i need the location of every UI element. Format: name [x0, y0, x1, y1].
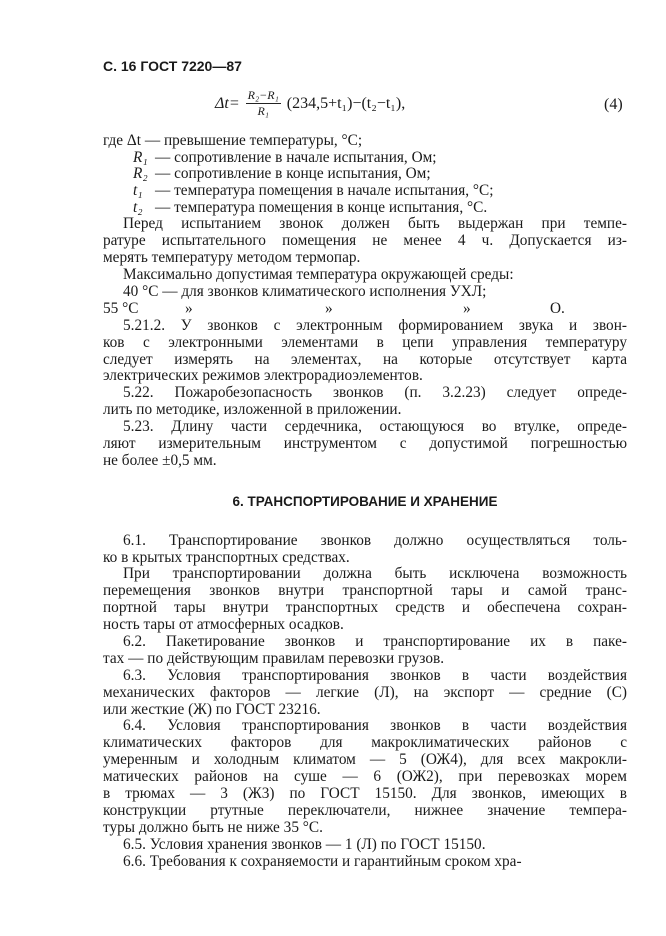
legend-item — [103, 183, 627, 200]
paragraph — [103, 718, 627, 836]
legend-item — [103, 166, 627, 183]
text-line: 6.1. Транспортирование звонков должно осуществляться толь- — [123, 531, 627, 549]
text-line: механических факторов — легкие (Л), на экспорт — средние (С) — [103, 683, 627, 701]
equation-number: (4) — [604, 96, 623, 113]
text-line: Перед испытанием звонок должен быть выдержан при темпе- — [123, 215, 627, 233]
text-line: электрических режимов электрорадиоэлементов. — [103, 367, 423, 385]
formula-rhs: (234,5+t₁)−(t₂−t₁), — [286, 94, 406, 112]
text-line: Максимально допустимая температура окружающей среды: — [123, 265, 514, 283]
text-line: или жесткие (Ж) по ГОСТ 23216. — [103, 700, 321, 718]
paragraphs-1 — [103, 216, 627, 300]
row55-climate: О. — [550, 299, 565, 317]
legend-list — [103, 150, 627, 216]
paragraph — [103, 566, 627, 634]
row55-ditto-1: » — [185, 299, 193, 317]
text-line: 40 °С — для звонков климатического исполнения УХЛ; — [123, 282, 487, 300]
paragraph — [103, 267, 627, 284]
paragraph — [103, 419, 627, 470]
legend-symbol: R₁ — [133, 148, 148, 166]
text-line: лить по методике, изложенной в приложении. — [103, 401, 402, 419]
row55-ditto-2: » — [325, 299, 333, 317]
formula-numerator: R₂−R₁ — [247, 88, 279, 102]
legend-item — [103, 200, 627, 217]
legend-text: — сопротивление в начале испытания, Ом; — [155, 148, 437, 166]
text-line: не более ±0,5 мм. — [103, 451, 217, 469]
section-heading: 6. ТРАНСПОРТИРОВАНИЕ И ХРАНЕНИЕ — [232, 493, 498, 509]
paragraph — [103, 385, 627, 419]
text-line: 5.21.2. У звонков с электронным формированием звука и звон- — [123, 316, 627, 334]
paragraph — [103, 668, 627, 719]
text-line: мерять температуру методом термопар. — [103, 249, 361, 267]
document-body — [103, 133, 627, 870]
paragraphs-2 — [103, 318, 627, 470]
paragraph — [103, 854, 627, 871]
legend-symbol: t₂ — [133, 198, 143, 216]
text-line: следует измерять на элементах, на которые отсутствует карта — [103, 350, 627, 368]
text-line: 6.6. Требования к сохраняемости и гарантийным сроком хра- — [123, 852, 522, 870]
text-line: При транспортировании должна быть исключена возможность — [123, 565, 627, 583]
text-line: ность тары от атмосферных осадков. — [103, 616, 344, 634]
formula-lhs: Δt= — [215, 94, 240, 112]
text-line: 6.4. Условия транспортирования звонков в части воздействия — [123, 717, 627, 735]
formula-denominator: R₁ — [257, 104, 269, 118]
legend-text: — температура помещения в конце испытания, °С. — [155, 198, 488, 216]
legend-text: — сопротивление в конце испытания, Ом; — [155, 165, 431, 183]
row55-ditto-3: » — [463, 299, 471, 317]
paragraph — [103, 284, 627, 301]
text-line: перемещения звонков внутри транспортной тары и самой транс- — [103, 582, 627, 600]
text-line: конструкции ртутные переключатели, нижнее значение темпера- — [103, 801, 627, 819]
text-line: туры должно быть не ниже 35 °С. — [103, 818, 323, 836]
row55-temp: 55 °С — [103, 299, 139, 317]
text-line: в трюмах — 3 (Ж3) по ГОСТ 15150. Для звонков, имеющих в — [103, 785, 627, 802]
legend-item — [103, 150, 627, 167]
where-intro: где Δt — превышение температуры, °С; — [103, 132, 363, 149]
paragraph — [103, 634, 627, 668]
text-line: климатических факторов для макроклиматических районов с — [103, 734, 627, 752]
paragraph — [103, 533, 627, 567]
page-header: С. 16 ГОСТ 7220—87 — [103, 58, 242, 74]
legend-symbol: t₁ — [133, 182, 143, 200]
text-line: ко в крытых транспортных средствах. — [103, 548, 350, 566]
legend-symbol: R₂ — [133, 165, 148, 183]
text-line: ляют измерительным инструментом с допустимой погрешностью — [103, 434, 627, 452]
paragraphs-3 — [103, 533, 627, 871]
text-line: умеренным и холодным климатом — 5 (ОЖ4), для всех макрокли- — [103, 751, 627, 769]
text-line: ков с электронными элементами в цепи управления температуру — [103, 333, 627, 351]
paragraph — [103, 318, 627, 386]
temperature-row-55 — [103, 301, 627, 318]
formula — [215, 88, 405, 119]
paragraph — [103, 837, 627, 854]
legend-text: — температура помещения в начале испытания, °С; — [155, 182, 494, 200]
text-line: 6.2. Пакетирование звонков и транспортирование их в паке- — [123, 632, 627, 650]
text-line: тах — по действующим правилам перевозки грузов. — [103, 649, 445, 667]
text-line: матических районов на суше — 6 (ОЖ2), при перевозках морем — [103, 768, 627, 786]
text-line: портной тары внутри транспортных средств и обеспечена сохран- — [103, 599, 627, 617]
text-line: 5.23. Длину части сердечника, остающуюся во втулке, опреде- — [123, 418, 627, 436]
formula-fraction — [246, 88, 281, 119]
text-line: 6.3. Условия транспортирования звонков в части воздействия — [123, 666, 627, 684]
text-line: 5.22. Пожаробезопасность звонков (п. 3.2.23) следует опреде- — [123, 384, 627, 402]
text-line: ратуре испытательного помещения не менее 4 ч. Допускается из- — [103, 232, 627, 250]
text-line: 6.5. Условия хранения звонков — 1 (Л) по ГОСТ 15150. — [123, 835, 486, 853]
paragraph — [103, 216, 627, 267]
